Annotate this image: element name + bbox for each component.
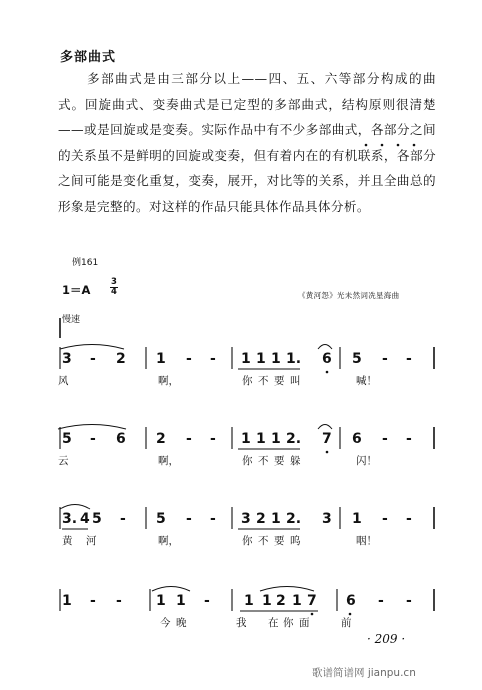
score-note: 3. (62, 511, 78, 527)
lyric-syllable: 叫 (290, 375, 301, 387)
score-note: - (186, 351, 192, 367)
score-note: 5 (62, 431, 72, 447)
lyric-syllable: 呜 (290, 535, 301, 547)
score-note: - (406, 431, 412, 447)
score-note: 1 (352, 511, 362, 527)
score-note: 6 (352, 431, 362, 447)
score-note: - (406, 593, 412, 609)
slur (152, 587, 190, 592)
source-credit: 《黄河怨》光未然词冼星海曲 (298, 291, 400, 300)
slur (318, 425, 332, 430)
score-note: 1 (244, 593, 254, 609)
emphasis-dot (365, 144, 368, 147)
lyric-syllable: 黄 (62, 535, 73, 547)
lyric-syllable: 要 (274, 455, 285, 467)
lyric-syllable: 你 (242, 535, 253, 547)
lyric-syllable: 晚 (176, 617, 187, 629)
key-signature: 1＝A (62, 283, 91, 297)
score-note: - (204, 593, 210, 609)
lyric-syllable: 不 (258, 535, 269, 547)
lyric-syllable: 风 (58, 375, 69, 387)
lyric-syllable: 咽！ (356, 535, 377, 547)
octave-dot (326, 371, 329, 374)
score-note: 1 (241, 431, 251, 447)
lyric-syllable: 前 (341, 617, 352, 629)
slur (60, 505, 90, 510)
time-signature-top: 3 (111, 277, 117, 287)
score-note: - (210, 351, 216, 367)
lyric-syllable: 躲 (290, 455, 301, 467)
lyric-syllable: 面 (299, 617, 310, 629)
score-note: 1 (271, 351, 281, 367)
score-note: 1 (262, 593, 272, 609)
score-note: - (210, 431, 216, 447)
slur (260, 587, 314, 592)
score-note: 2 (256, 511, 266, 527)
lyric-syllable: 啊， (158, 535, 179, 547)
tempo-marking: 慢速 (62, 315, 81, 325)
score-note: 1 (271, 511, 281, 527)
score-note: - (120, 511, 126, 527)
lyric-syllable: 不 (258, 375, 269, 387)
score-note: 2. (286, 511, 302, 527)
lyric-syllable: 河 (86, 535, 97, 547)
score-note: - (186, 511, 192, 527)
score-note: 2. (286, 431, 302, 447)
score-note: - (90, 593, 96, 609)
score-note: 3 (62, 351, 72, 367)
score-note: 5 (352, 351, 362, 367)
time-signature-bottom: 4 (111, 287, 117, 297)
slur (60, 345, 124, 350)
score-note: 6 (346, 593, 356, 609)
score-note: 4 (80, 511, 90, 527)
score-note: - (406, 351, 412, 367)
score-note: 1 (156, 351, 166, 367)
lyric-syllable: 今 (160, 617, 171, 629)
lyric-syllable: 闪！ (356, 455, 377, 467)
score-note: 1 (176, 593, 186, 609)
score-note: - (186, 431, 192, 447)
score-note: 1 (62, 593, 72, 609)
example-number: 例161 (72, 258, 99, 268)
lyric-syllable: 你 (283, 617, 294, 629)
score-note: 1 (256, 351, 266, 367)
emphasis-dot (413, 144, 416, 147)
score-note: 7 (307, 593, 317, 609)
lyric-syllable: 啊， (158, 455, 179, 467)
score-note: - (210, 511, 216, 527)
score-note: 1 (256, 431, 266, 447)
emphasis-dot (397, 144, 400, 147)
emphasis-dot (381, 144, 384, 147)
lyric-syllable: 你 (242, 375, 253, 387)
slur (58, 425, 126, 430)
lyric-syllable: 你 (242, 455, 253, 467)
score-note: 7 (322, 431, 332, 447)
score-note: - (382, 351, 388, 367)
lyric-syllable: 在 (268, 617, 279, 629)
page-number: · 209 · (367, 632, 406, 646)
octave-dot (349, 613, 352, 616)
lyric-syllable: 啊， (158, 375, 179, 387)
score-note: - (90, 351, 96, 367)
watermark-text: 歌谱简谱网 jianpu.cn (312, 667, 416, 679)
score-note: - (382, 511, 388, 527)
score-note: - (116, 593, 122, 609)
score-note: 3 (241, 511, 251, 527)
score-note: 5 (92, 511, 102, 527)
lyric-syllable: 云 (58, 455, 69, 467)
score-note: 3 (322, 511, 332, 527)
score-note: - (382, 431, 388, 447)
score-note: 1 (271, 431, 281, 447)
lyric-syllable: 我 (236, 617, 247, 629)
slur (318, 345, 332, 350)
score-note: 5 (156, 511, 166, 527)
score-note: 1 (156, 593, 166, 609)
score-note: 1 (241, 351, 251, 367)
lyric-syllable: 喊！ (356, 375, 377, 387)
score-note: 2 (156, 431, 166, 447)
score-note: - (90, 431, 96, 447)
score-note: 2 (276, 593, 286, 609)
lyric-syllable: 要 (274, 535, 285, 547)
lyric-syllable: 不 (258, 455, 269, 467)
octave-dot (311, 613, 314, 616)
section-title: 多部曲式 (60, 50, 117, 65)
score-note: 6 (322, 351, 332, 367)
score-note: 6 (116, 431, 126, 447)
body-paragraph-text: 多部曲式是由三部分以上——四、五、六等部分构成的曲式。回旋曲式、变奏曲式是已定型的多部曲式，结构原则很清楚——或是回旋或是变奏。实际作品中有不少多部曲式，各部分之间的关系虽不是鲜明的回旋或变奏，但有着内在的有机联系，各部分之间可能是变化重复，变奏，展开，对比等的关系，并且全曲总的形象是完整的。对这样的作品只能具体作品具体分析。 (58, 71, 436, 214)
score-note: - (378, 593, 384, 609)
score-note: 1 (292, 593, 302, 609)
score-note: 2 (116, 351, 126, 367)
octave-dot (326, 451, 329, 454)
score-note: - (406, 511, 412, 527)
score-note: 1. (286, 351, 302, 367)
lyric-syllable: 要 (274, 375, 285, 387)
